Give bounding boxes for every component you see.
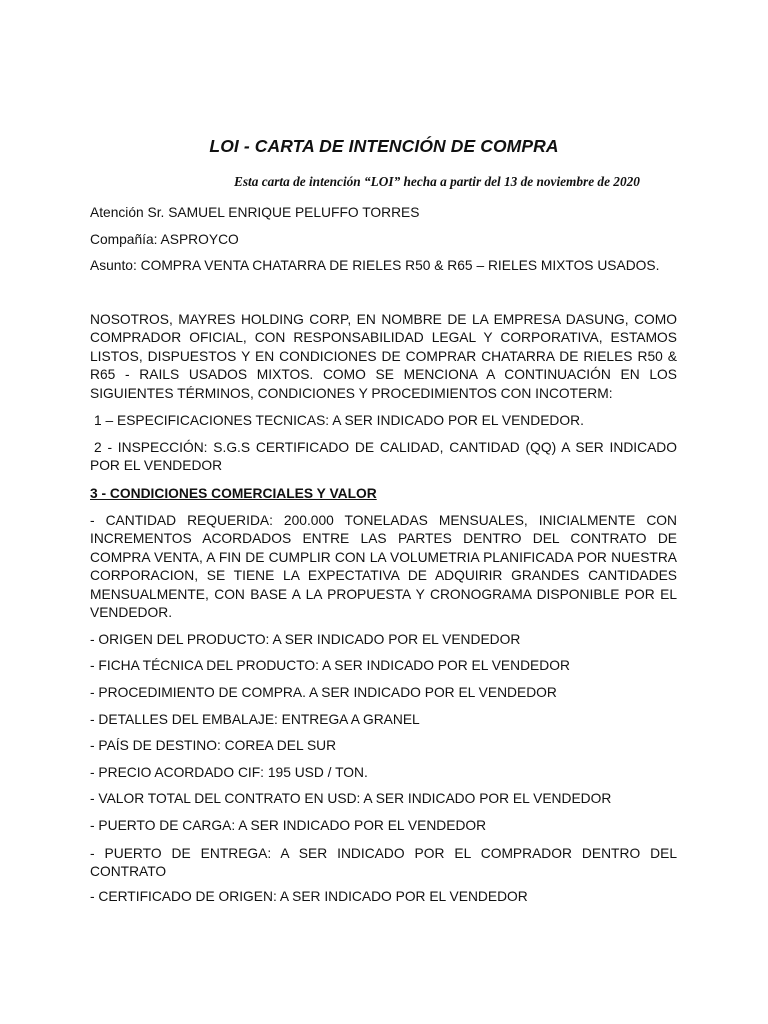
document-subtitle: Esta carta de intención “LOI” hecha a partir del 13 de noviembre de 2020 bbox=[234, 174, 640, 189]
list-item: - PRECIO ACORDADO CIF: 195 USD / TON. bbox=[90, 765, 368, 780]
list-item: - FICHA TÉCNICA DEL PRODUCTO: A SER INDICADO POR EL VENDEDOR bbox=[90, 658, 570, 673]
port-delivery-item: - PUERTO DE ENTREGA: A SER INDICADO POR EL COMPRADOR DENTRO DEL CONTRATO bbox=[90, 846, 677, 880]
list-item: - PROCEDIMIENTO DE COMPRA. A SER INDICADO POR EL VENDEDOR bbox=[90, 685, 557, 700]
subject-line: Asunto: COMPRA VENTA CHATARRA DE RIELES R50 & R65 – RIELES MIXTOS USADOS. bbox=[90, 258, 660, 273]
list-item: - PUERTO DE CARGA: A SER INDICADO POR EL VENDEDOR bbox=[90, 818, 487, 833]
intro-paragraph: NOSOTROS, MAYRES HOLDING CORP, EN NOMBRE DE LA EMPRESA DASUNG, COMO COMPRADOR OFICIAL, CON RESPONSABILIDAD LEGAL Y CORPORATIVA, ESTAMOS LISTOS, DISPUESTOS Y EN CONDICIONES DE COMPRAR CHATARRA DE RIELES R50 & R65 - RAILS USADOS MIXTOS. COMO SE MENCIONA A CONTINUACIÓN EN LOS SIGUIENTES TÉRMINOS, CONDICIONES Y PROCEDIMIENTOS CON INCOTERM: bbox=[90, 312, 677, 401]
point-2-inspection: 2 - INSPECCIÓN: S.G.S CERTIFICADO DE CALIDAD, CANTIDAD (QQ) A SER INDICADO POR EL VENDEDOR bbox=[90, 440, 677, 474]
company-line: Compañía: ASPROYCO bbox=[90, 232, 239, 247]
certificate-item: - CERTIFICADO DE ORIGEN: A SER INDICADO POR EL VENDEDOR bbox=[90, 889, 528, 904]
section-3-heading: 3 - CONDICIONES COMERCIALES Y VALOR bbox=[90, 486, 377, 501]
attention-line: Atención Sr. SAMUEL ENRIQUE PELUFFO TORRES bbox=[90, 205, 420, 220]
list-item: - ORIGEN DEL PRODUCTO: A SER INDICADO POR EL VENDEDOR bbox=[90, 632, 521, 647]
quantity-paragraph: - CANTIDAD REQUERIDA: 200.000 TONELADAS MENSUALES, INICIALMENTE CON INCREMENTOS ACORDADOS ENTRE LAS PARTES DENTRO DEL CONTRATO DE COMPRA VENTA, A FIN DE CUMPLIR CON LA VOLUMETRIA PLANIFICADA POR NUESTRA CORPORACION, SE TIENE LA EXPECTATIVA DE ADQUIRIR GRANDES CANTIDADES MENSUALMENTE, CON BASE A LA PROPUESTA Y CRONOGRAMA DISPONIBLE POR EL VENDEDOR. bbox=[90, 513, 677, 621]
list-item: - DETALLES DEL EMBALAJE: ENTREGA A GRANEL bbox=[90, 712, 420, 727]
document-title: LOI - CARTA DE INTENCIÓN DE COMPRA bbox=[209, 136, 559, 156]
list-item: - PAÍS DE DESTINO: COREA DEL SUR bbox=[90, 738, 337, 753]
list-item: - VALOR TOTAL DEL CONTRATO EN USD: A SER INDICADO POR EL VENDEDOR bbox=[90, 791, 612, 806]
point-1-specifications: 1 – ESPECIFICACIONES TECNICAS: A SER INDICADO POR EL VENDEDOR. bbox=[94, 413, 584, 428]
